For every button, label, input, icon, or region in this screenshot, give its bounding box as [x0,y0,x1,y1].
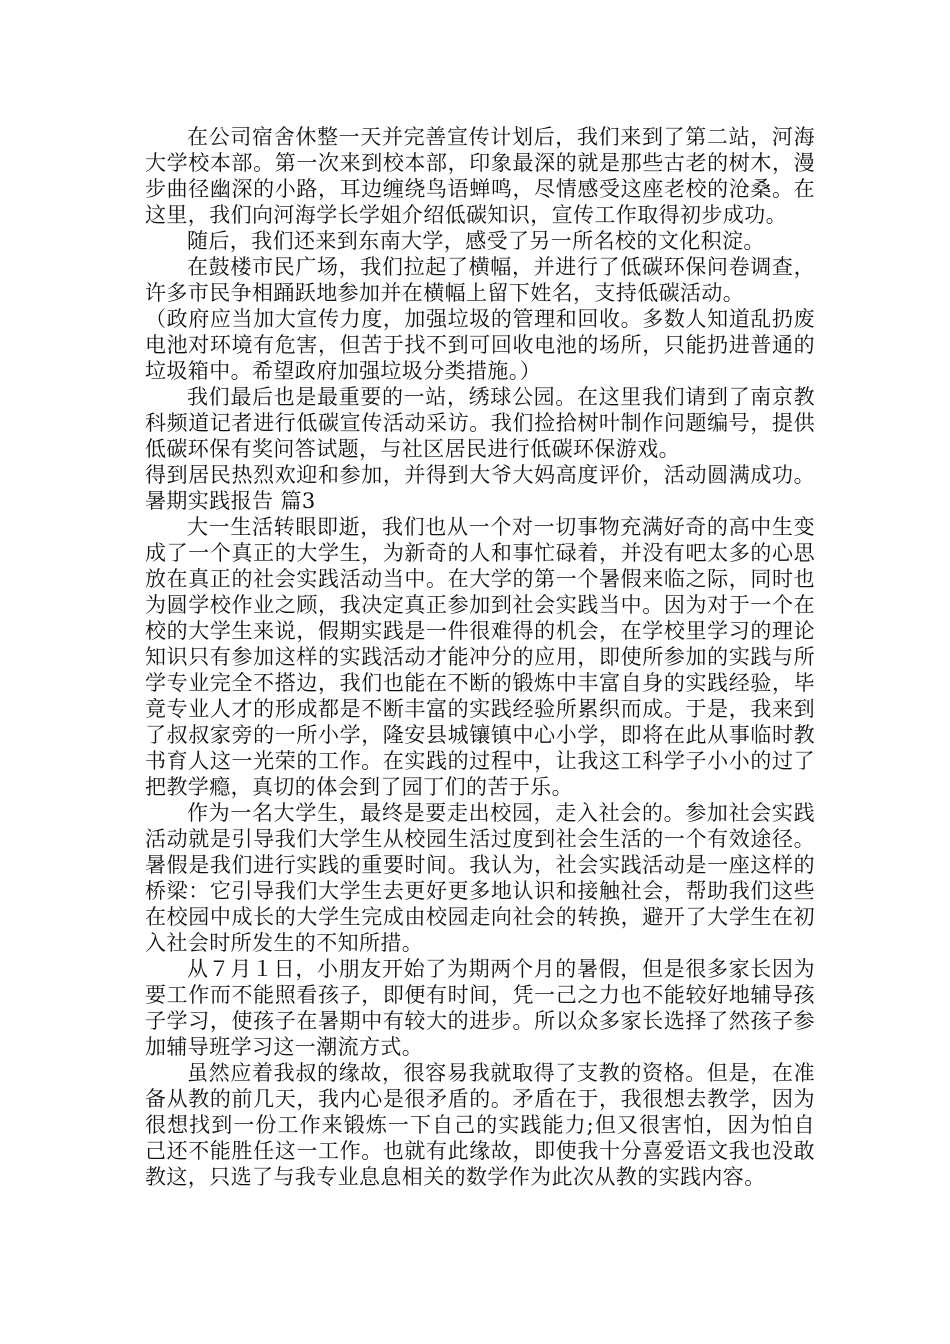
paragraph-hohai-visit: 在公司宿舍休整一天并完善宣传计划后，我们来到了第二站，河海大学校本部。第一次来到校本部，印象最深的就是那些古老的树木，漫步曲径幽深的小路，耳边缠绕鸟语蝉鸣，尽情感受这座老校的沧桑。在这里，我们向河海学长学姐介绍低碳知识，宣传工作取得初步成功。 [145,125,815,227]
paragraph-xiuqiu-park: 我们最后也是最重要的一站，绣球公园。在这里我们请到了南京教科频道记者进行低碳宣传活动采访。我们捡拾树叶制作问题编号，提供低碳环保有奖问答试题，与社区居民进行低碳环保游戏。 [145,385,815,461]
paragraph-social-practice: 作为一名大学生，最终是要走出校园，走入社会的。参加社会实践活动就是引导我们大学生从校园生活过度到社会生活的一个有效途径。暑假是我们进行实践的重要时间。我认为，社会实践活动是一座这样的桥梁：它引导我们大学生去更好更多地认识和接触社会，帮助我们这些在校园中成长的大学生完成由校园走向社会的转换，避开了大学生在初入社会时所发生的不知所措。 [145,801,815,955]
paragraph-summer-vacation: 从７月１日，小朋友开始了为期两个月的暑假，但是很多家长因为要工作而不能照看孩子，即便有时间，凭一己之力也不能较好地辅导孩子学习，使孩子在暑期中有较大的进步。所以众多家长选择了然孩子参加辅导班学习这一潮流方式。 [145,957,815,1059]
paragraph-government-suggestion: （政府应当加大宣传力度，加强垃圾的管理和回收。多数人知道乱扔废电池对环境有危害，但苦于找不到可回收电池的场所，只能扔进普通的垃圾箱中。希望政府加强垃圾分类措施。） [145,307,815,383]
paragraph-teaching-qualification: 虽然应着我叔的缘故，很容易我就取得了支教的资格。但是，在准备从教的前几天，我内心是很矛盾的。矛盾在于，我很想去教学，因为很想找到一份工作来锻炼一下自己的实践能力;但又很害怕，因为怕自己还不能胜任这一工作。也就有此缘故，即使我十分喜爱语文我也没敢教这，只选了与我专业息息相关的数学作为此次从教的实践内容。 [145,1061,815,1189]
paragraph-gulou-square: 在鼓楼市民广场，我们拉起了横幅，并进行了低碳环保问卷调查，许多市民争相踊跃地参加并在横幅上留下姓名，支持低碳活动。 [145,255,815,305]
paragraph-activity-success: 得到居民热烈欢迎和参加，并得到大爷大妈高度评价，活动圆满成功。暑期实践报告 篇3 [145,463,815,513]
paragraph-southeast-university: 随后，我们还来到东南大学，感受了另一所名校的文化积淀。 [187,229,765,253]
document-body [145,124,815,1190]
paragraph-report-3-intro: 大一生活转眼即逝，我们也从一个对一切事物充满好奇的高中生变成了一个真正的大学生，为新奇的人和事忙碌着，并没有吧太多的心思放在真正的社会实践活动当中。在大学的第一个暑假来临之际，同时也为圆学校作业之顾，我决定真正参加到社会实践当中。因为对于一个在校的大学生来说，假期实践是一件很难得的机会，在学校里学习的理论知识只有参加这样的实践活动才能冲分的应用，即使所参加的实践与所学专业完全不搭边，我们也能在不断的锻炼中丰富自身的实践经验，毕竟专业人才的形成都是不断丰富的实践经验所累织而成。于是，我来到了叔叔家旁的一所小学，隆安县城镶镇中心小学，即将在此从事临时教书育人这一光荣的工作。在实践的过程中，让我这工科学子小小的过了把教学瘾，真切的体会到了园丁们的苦于乐。 [145,515,815,799]
